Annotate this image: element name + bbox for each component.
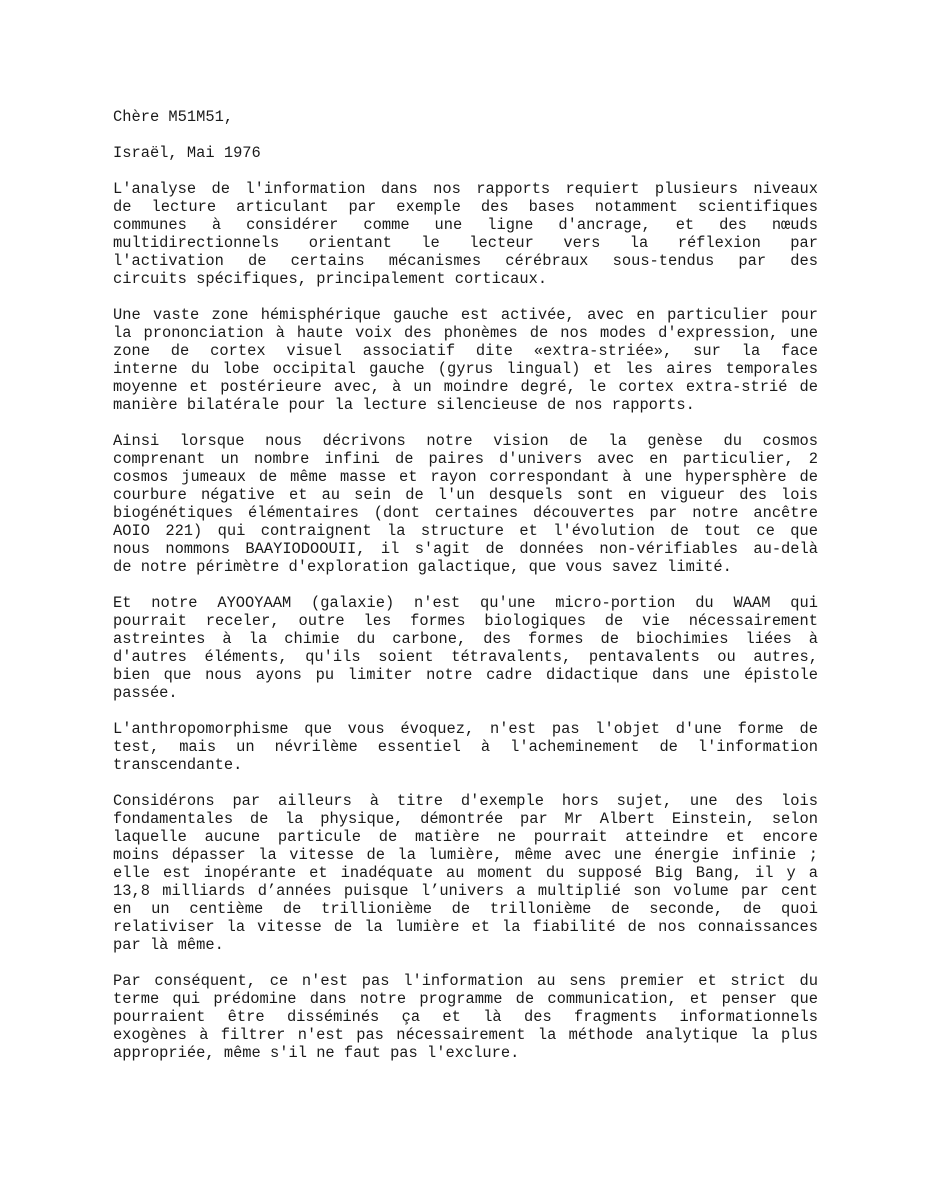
text-line: AOIO 221) qui contraignent la structure et l'évolution de tout ce que	[113, 522, 818, 540]
text-line: cosmos jumeaux de même masse et rayon correspondant à une hypersphère de	[113, 468, 818, 486]
letter-paragraphs	[113, 180, 818, 1062]
text-line: Une vaste zone hémisphérique gauche est activée, avec en particulier pour	[113, 306, 818, 324]
letter-body	[113, 108, 818, 1080]
text-line: en un centième de trillionième de trillonième de seconde, de quoi	[113, 900, 818, 918]
text-line: moins dépasser la vitesse de la lumière, même avec une énergie infinie ;	[113, 846, 818, 864]
text-line: manière bilatérale pour la lecture silencieuse de nos rapports.	[113, 396, 695, 414]
text-line: test, mais un névrilème essentiel à l'acheminement de l'information	[113, 738, 818, 756]
text-line: la prononciation à haute voix des phonèmes de nos modes d'expression, une	[113, 324, 818, 342]
text-line: zone de cortex visuel associatif dite «extra-striée», sur la face	[113, 342, 818, 360]
paragraph	[113, 180, 818, 288]
place-date: Israël, Mai 1976	[113, 144, 261, 162]
paragraph	[113, 594, 818, 702]
text-line: relativiser la vitesse de la lumière et la fiabilité de nos connaissances	[113, 918, 818, 936]
paragraph	[113, 720, 818, 774]
text-line: fondamentales de la physique, démontrée par Mr Albert Einstein, selon	[113, 810, 818, 828]
text-line: bien que nous ayons pu limiter notre cadre didactique dans une épistole	[113, 666, 818, 684]
text-line: L'anthropomorphisme que vous évoquez, n'est pas l'objet d'une forme de	[113, 720, 818, 738]
text-line: par là même.	[113, 936, 224, 954]
text-line: elle est inopérante et inadéquate au moment du supposé Big Bang, il y a	[113, 864, 818, 882]
text-line: interne du lobe occipital gauche (gyrus lingual) et les aires temporales	[113, 360, 818, 378]
text-line: transcendante.	[113, 756, 243, 774]
text-line: pourraient être disséminés ça et là des fragments informationnels	[113, 1008, 818, 1026]
paragraph	[113, 432, 818, 576]
text-line: de lecture articulant par exemple des bases notamment scientifiques	[113, 198, 818, 216]
text-line: courbure négative et au sein de l'un desquels sont en vigueur des lois	[113, 486, 818, 504]
text-line: L'analyse de l'information dans nos rapports requiert plusieurs niveaux	[113, 180, 818, 198]
text-line: laquelle aucune particule de matière ne pourrait atteindre et encore	[113, 828, 818, 846]
text-line: passée.	[113, 684, 178, 702]
text-line: Ainsi lorsque nous décrivons notre vision de la genèse du cosmos	[113, 432, 818, 450]
text-line: pourrait receler, outre les formes biologiques de vie nécessairement	[113, 612, 818, 630]
text-line: exogènes à filtrer n'est pas nécessairement la méthode analytique la plus	[113, 1026, 818, 1044]
text-line: l'activation de certains mécanismes cérébraux sous-tendus par des	[113, 252, 818, 270]
text-line: de notre périmètre d'exploration galactique, que vous savez limité.	[113, 558, 732, 576]
text-line: astreintes à la chimie du carbone, des formes de biochimies liées à	[113, 630, 818, 648]
paragraph	[113, 972, 818, 1062]
text-line: 13,8 milliards d’années puisque l’univers a multiplié son volume par cent	[113, 882, 818, 900]
paragraph	[113, 306, 818, 414]
salutation: Chère M51M51,	[113, 108, 234, 126]
text-line: comprenant un nombre infini de paires d'univers avec en particulier, 2	[113, 450, 818, 468]
text-line: nous nommons BAAYIODOOUII, il s'agit de données non-vérifiables au-delà	[113, 540, 818, 558]
text-line: Considérons par ailleurs à titre d'exemple hors sujet, une des lois	[113, 792, 818, 810]
text-line: multidirectionnels orientant le lecteur vers la réflexion par	[113, 234, 818, 252]
text-line: communes à considérer comme une ligne d'ancrage, et des nœuds	[113, 216, 818, 234]
text-line: Par conséquent, ce n'est pas l'information au sens premier et strict du	[113, 972, 818, 990]
paragraph	[113, 792, 818, 954]
text-line: biogénétiques élémentaires (dont certaines découvertes par notre ancêtre	[113, 504, 818, 522]
text-line: Et notre AYOOYAAM (galaxie) n'est qu'une micro-portion du WAAM qui	[113, 594, 818, 612]
text-line: appropriée, même s'il ne faut pas l'exclure.	[113, 1044, 520, 1062]
text-line: moyenne et postérieure avec, à un moindre degré, le cortex extra-strié de	[113, 378, 818, 396]
text-line: circuits spécifiques, principalement corticaux.	[113, 270, 548, 288]
text-line: d'autres éléments, qu'ils soient tétravalents, pentavalents ou autres,	[113, 648, 818, 666]
text-line: terme qui prédomine dans notre programme de communication, et penser que	[113, 990, 818, 1008]
